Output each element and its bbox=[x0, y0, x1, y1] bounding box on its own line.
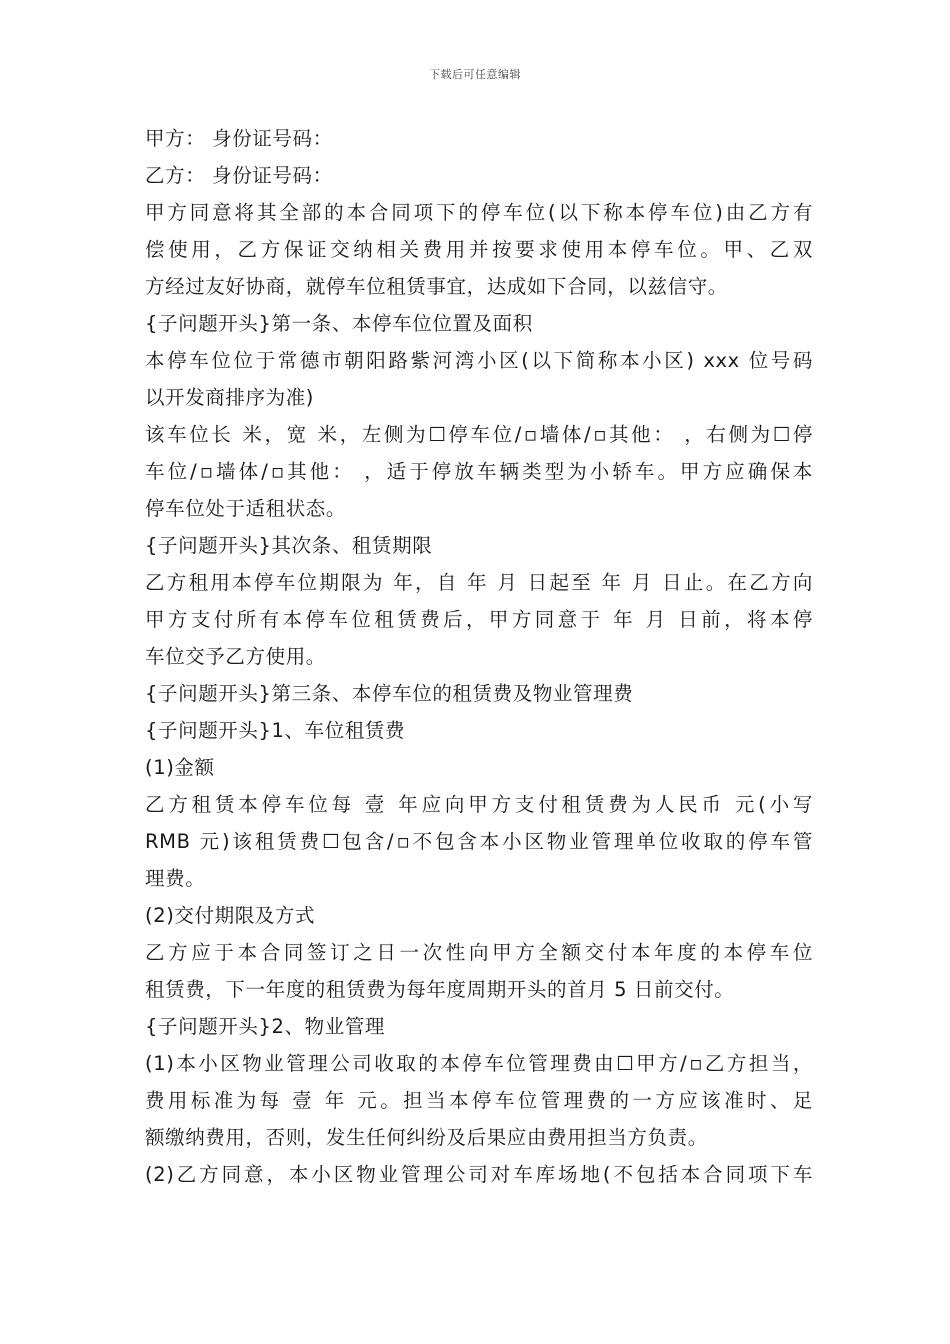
text-line: 乙方： 身份证号码： bbox=[145, 164, 333, 187]
text-line: 理费。 bbox=[145, 867, 206, 890]
text-line: 额缴纳费用，否则，发生任何纠纷及后果应由费用担当方负责。 bbox=[145, 1126, 708, 1149]
text-line: 停车位处于适租状态。 bbox=[145, 497, 347, 520]
text-line: 以开发商排序为准) bbox=[145, 386, 315, 409]
text-line: 乙方租用本停车位期限为 年，自 年 月 日起至 年 月 日止。在乙方向 bbox=[145, 571, 813, 594]
section-heading: {子问题开头}2、物业管理 bbox=[145, 1015, 386, 1038]
text-line: 偿使用，乙方保证交纳相关费用并按要求使用本停车位。甲、乙双 bbox=[145, 238, 813, 261]
section-heading: {子问题开头}其次条、租赁期限 bbox=[145, 534, 433, 557]
text-line: 甲方支付所有本停车位租赁费后，甲方同意于 年 月 日前，将本停 bbox=[145, 608, 813, 631]
document-body bbox=[145, 120, 813, 1193]
text-line: (1)金额 bbox=[145, 756, 215, 779]
text-line: (2)交付期限及方式 bbox=[145, 904, 316, 927]
text-line: 方经过友好协商，就停车位租赁事宜，达成如下合同，以兹信守。 bbox=[145, 275, 728, 298]
text-line: 甲方： 身份证号码： bbox=[145, 127, 333, 150]
text-line: 乙方租赁本停车位每 壹 年应向甲方支付租赁费为人民币 元(小写 bbox=[145, 793, 813, 816]
page-header-note: 下载后可任意编辑 bbox=[429, 68, 521, 81]
text-line: 该车位长 米，宽 米，左侧为☐停车位/▫墙体/▫其他： ，右侧为☐停 bbox=[145, 423, 813, 446]
text-line: 甲方同意将其全部的本合同项下的停车位(以下称本停车位)由乙方有 bbox=[145, 201, 813, 224]
text-line: 乙方应于本合同签订之日一次性向甲方全额交付本年度的本停车位 bbox=[145, 941, 813, 964]
section-heading: {子问题开头}1、车位租赁费 bbox=[145, 719, 406, 742]
text-line: 本停车位位于常德市朝阳路紫河湾小区(以下简称本小区) xxx 位号码 bbox=[145, 349, 813, 372]
text-line: 费用标准为每 壹 年 元。担当本停车位管理费的一方应该准时、足 bbox=[145, 1089, 813, 1112]
text-line: 车位/▫墙体/▫其他： ，适于停放车辆类型为小轿车。甲方应确保本 bbox=[145, 460, 813, 483]
text-line: (2)乙方同意，本小区物业管理公司对车库场地(不包括本合同项下车 bbox=[145, 1163, 813, 1186]
text-line: (1)本小区物业管理公司收取的本停车位管理费由☐甲方/▫乙方担当， bbox=[145, 1052, 813, 1075]
section-heading: {子问题开头}第三条、本停车位的租赁费及物业管理费 bbox=[145, 682, 634, 705]
text-line: 租赁费，下一年度的租赁费为每年度周期开头的首月 5 日前交付。 bbox=[145, 978, 735, 1001]
section-heading: {子问题开头}第一条、本停车位位置及面积 bbox=[145, 312, 533, 335]
text-line: 车位交予乙方使用。 bbox=[145, 645, 326, 668]
text-line: RMB 元)该租赁费☐包含/▫不包含本小区物业管理单位收取的停车管 bbox=[145, 830, 813, 853]
